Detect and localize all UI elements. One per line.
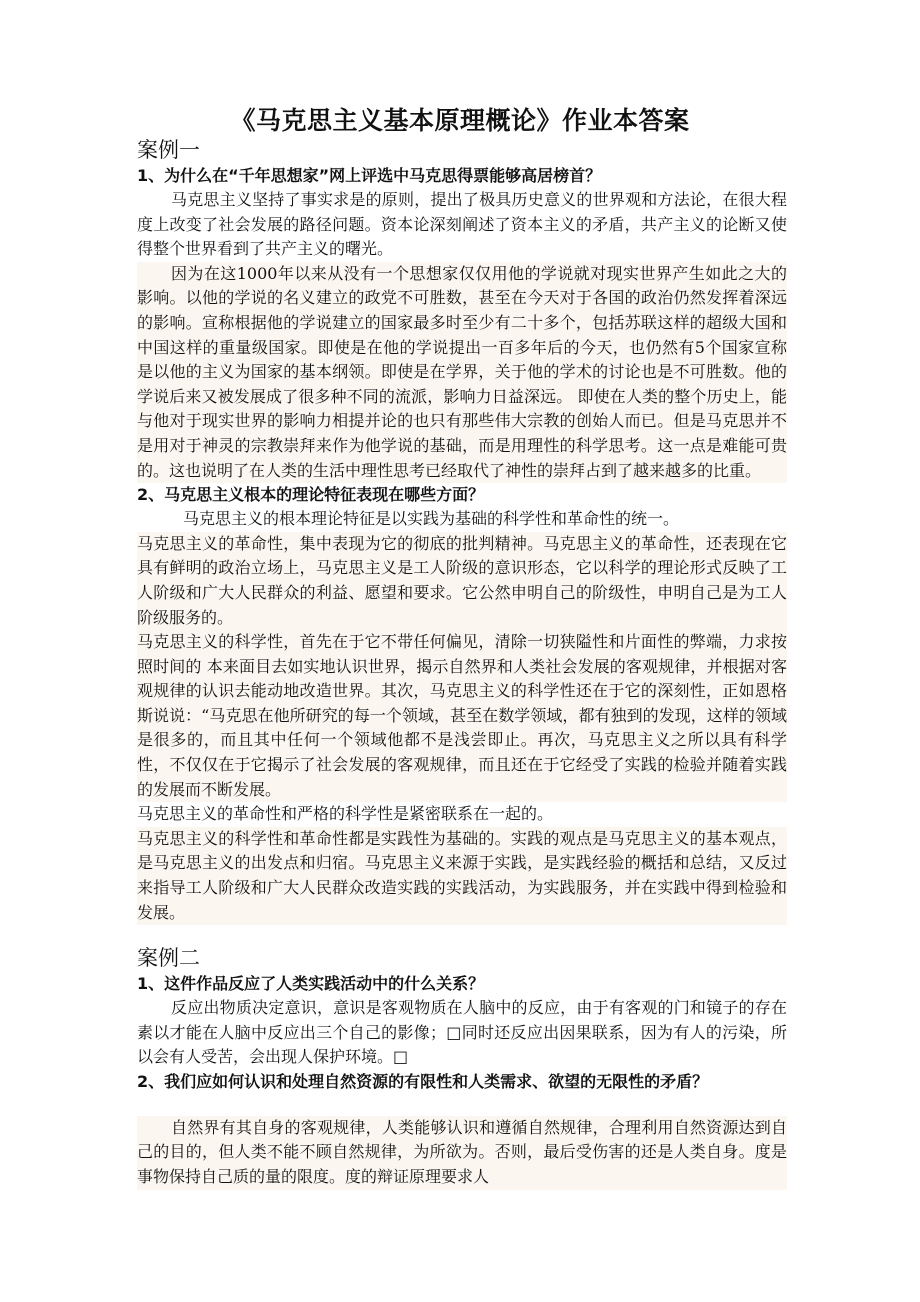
case1-q1-paragraph1: 马克思主义坚持了事实求是的原则，提出了极具历史意义的世界观和方法论，在很大程度上改变了社会发展的路径问题。资本论深刻阐述了资本主义的矛盾，共产主义的论断又使得整个世界看到了共产主义的曙光。 [137, 190, 787, 259]
case1-q1-paragraph2: 因为在这1000年以来从没有一个思想家仅仅用他的学说就对现实世界产生如此之大的影响。以他的学说的名义建立的政党不可胜数，甚至在今天对于各国的政治仍然发挥着深远的影响。宣称根据他的学说建立的国家最多时至少有二十多个，包括苏联这样的超级大国和中国这样的重量级国家。即使是在他的学说提出一百多年后的今天，也仍然有5个国家宣称是以他的主义为国家的基本纲领。即使是在学界，关于他的学术的讨论也是不可胜数。他的学说后来又被发展成了很多种不同的流派，影响力日益深远。 即使在人类的整个历史上，能与他对于现实世界的影响力相提并论的也只有那些伟大宗教的创始人而已。但是马克思并不是用对于神灵的宗教崇拜来作为他学说的基础，而是用理性的科学思考。这一点是难能可贵的。这也说明了在人类的生活中理性思考已经取代了神性的崇拜占到了越来越多的比重。 [137, 262, 787, 483]
case1-q2-paragraph5: 马克思主义的科学性和革命性都是实践性为基础的。实践的观点是马克思主义的基本观点，是马克思主义的出发点和归宿。马克思主义来源于实践，是实践经验的概括和总结，又反过来指导工人阶级和广大人民群众改造实践的实践活动，为实践服务，并在实践中得到检验和发展。 [137, 827, 787, 925]
case1-question2: 2、马克思主义根本的理论特征表现在哪些方面？ [137, 485, 485, 505]
paragraph-gap [137, 1094, 787, 1116]
case1-question1: 1、为什么在“千年思想家”网上评选中马克思得票能够高居榜首？ [137, 166, 602, 185]
case1-q2-paragraph3: 马克思主义的科学性，首先在于它不带任何偏见，清除一切狭隘性和片面性的弊端，力求按照时间的 本来面目去如实地认识世界，揭示自然界和人类社会发展的客观规律，并根据对客观规律的认识去能动地改造世界。其次，马克思主义的科学性还在于它的深刻性，正如恩格斯说说：“马克思在他所研究的每一个领域，甚至在数学领域，都有独到的发现，这样的领域是很多的，而且其中任何一个领域他都不是浅尝即止。再次，马克思主义之所以具有科学性，不仅仅在于它揭示了社会发展的客观规律，而且还在于它经受了实践的检验并随着实践的发展而不断发展。 [137, 630, 787, 802]
case1-q2-paragraph1: 马克思主义的根本理论特征是以实践为基础的科学性和革命性的统一。 [183, 509, 680, 529]
case2-q1-paragraph1: 反应出物质决定意识，意识是客观物质在人脑中的反应，由于有客观的门和镜子的存在素以才能在人脑中反应出三个自己的影像；□同时还反应出因果联系，因为有人的污染，所以会有人受苦，会出现人保护环境。□ [137, 998, 787, 1067]
document-title: 《马克思主义基本原理概论》作业本答案 [230, 106, 690, 135]
case1-section [137, 136, 787, 925]
case2-heading: 案例二 [137, 946, 200, 970]
case1-q2-paragraph4: 马克思主义的革命性和严格的科学性是紧密联系在一起的。 [137, 804, 554, 824]
case2-question2: 2、我们应如何认识和处理自然资源的有限性和人类需求、欲望的无限性的矛盾？ [137, 1071, 709, 1091]
case1-heading: 案例一 [137, 138, 200, 162]
case2-q2-paragraph1: 自然界有其自身的客观规律，人类能够认识和遵循自然规律，合理利用自然资源达到自己的目的，但人类不能不顾自然规律，为所欲为。否则，最后受伤害的还是人类自身。度是事物保持自己质的量的限度。度的辩证原理要求人 [137, 1116, 787, 1190]
case2-question1: 1、这件作品反应了人类实践活动中的什么关系？ [137, 974, 485, 993]
case1-q2-paragraph2: 马克思主义的革命性，集中表现为它的彻底的批判精神。马克思主义的革命性，还表现在它具有鲜明的政治立场上，马克思主义是工人阶级的意识形态，它以科学的理论形式反映了工人阶级和广大人民群众的利益、愿望和要求。它公然申明自己的阶级性，申明自己是为工人阶级服务的。 [137, 532, 787, 630]
case2-section [137, 944, 787, 1190]
